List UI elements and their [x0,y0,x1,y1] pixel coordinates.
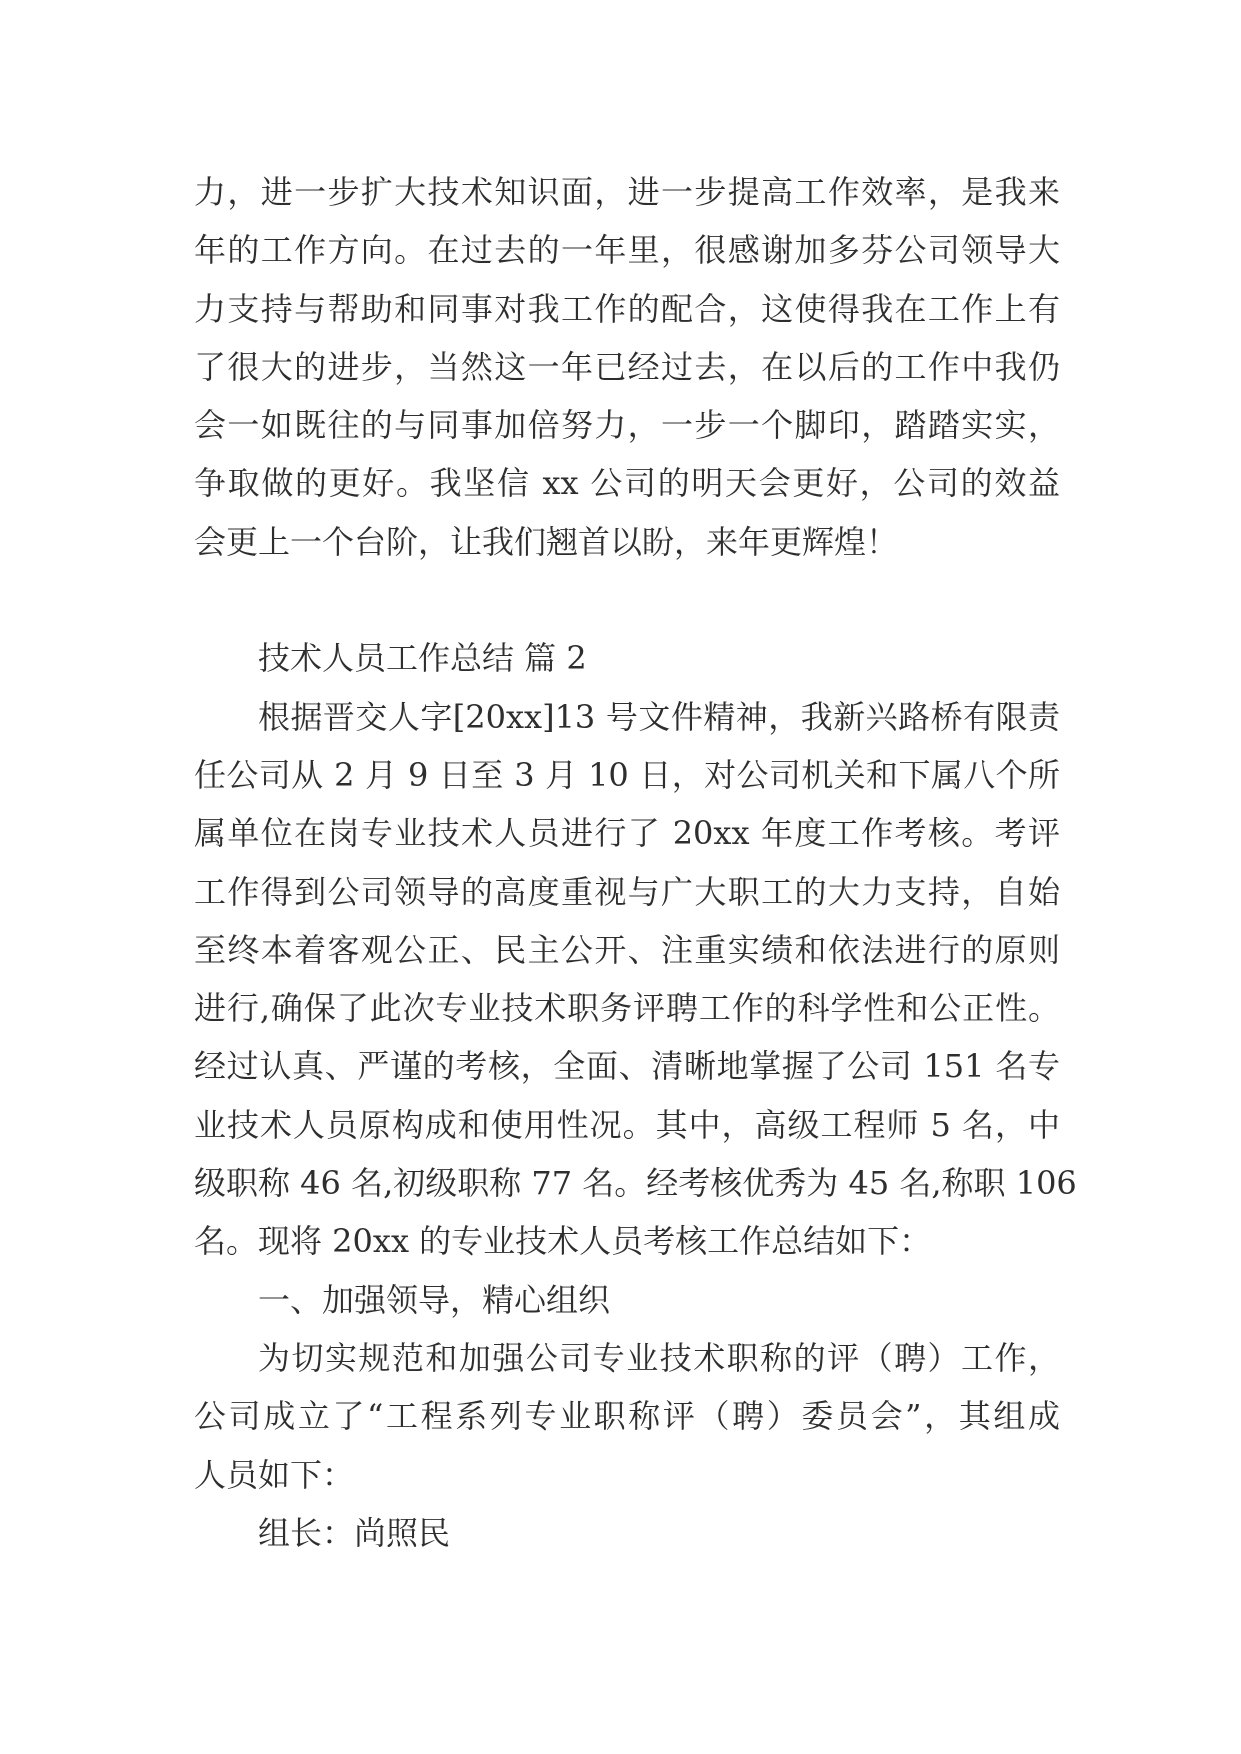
paragraph-line: 进行,确保了此次专业技术职务评聘工作的科学性和公正性。 [194,989,1060,1028]
paragraph-line: 争取做的更好。我坚信 xx 公司的明天会更好，公司的效益 [194,464,1060,503]
paragraph-line: 任公司从 2 月 9 日至 3 月 10 日，对公司机关和下属八个所 [194,755,1060,794]
paragraph-line: 工作得到公司领导的高度重视与广大职工的大力支持，自始 [194,872,1060,911]
paragraph-line: 会更上一个台阶，让我们翘首以盼，来年更辉煌！ [194,522,899,561]
paragraph-line: 人员如下： [194,1455,355,1494]
paragraph-line: 级职称 46 名,初级职称 77 名。经考核优秀为 45 名,称职 106 [194,1164,1077,1203]
document-body [194,163,1077,1562]
paragraph-line: 至终本着客观公正、民主公开、注重实绩和依法进行的原则 [194,930,1060,969]
paragraph-line: 经过认真、严谨的考核，全面、清晰地掌握了公司 151 名专 [194,1047,1060,1086]
committee-paragraph [194,1329,1060,1504]
paragraph-line: 名。现将 20xx 的专业技术人员考核工作总结如下： [194,1222,932,1261]
paragraph-line: 会一如既往的与同事加倍努力，一步一个脚印，踏踏实实， [194,406,1060,445]
section-title: 技术人员工作总结 篇 2 [258,639,587,678]
paragraph-line: 为切实规范和加强公司专业技术职称的评（聘）工作， [258,1338,1060,1377]
paragraph-line: 了很大的进步，当然这一年已经过去，在以后的工作中我仍 [194,347,1060,386]
subheading: 一、加强领导，精心组织 [258,1280,611,1319]
paragraph-line: 业技术人员原构成和使用性况。其中，高级工程师 5 名，中 [194,1105,1060,1144]
continuation-paragraph [194,163,1060,571]
paragraph-line: 年的工作方向。在过去的一年里，很感谢加多芬公司领导大 [194,231,1060,270]
paragraph-line: 根据晋交人字[20xx]13 号文件精神，我新兴路桥有限责 [258,697,1060,736]
paragraph-line: 力，进一步扩大技术知识面，进一步提高工作效率，是我来 [194,173,1060,211]
blank-line [194,571,1060,629]
intro-paragraph [194,688,1077,1271]
paragraph-line: 属单位在岗专业技术人员进行了 20xx 年度工作考核。考评 [194,814,1060,853]
paragraph-line: 公司成立了“工程系列专业职称评（聘）委员会”，其组成 [194,1397,1060,1436]
committee-leader: 组长：尚照民 [258,1513,451,1552]
paragraph-line: 力支持与帮助和同事对我工作的配合，这使得我在工作上有 [194,289,1060,328]
